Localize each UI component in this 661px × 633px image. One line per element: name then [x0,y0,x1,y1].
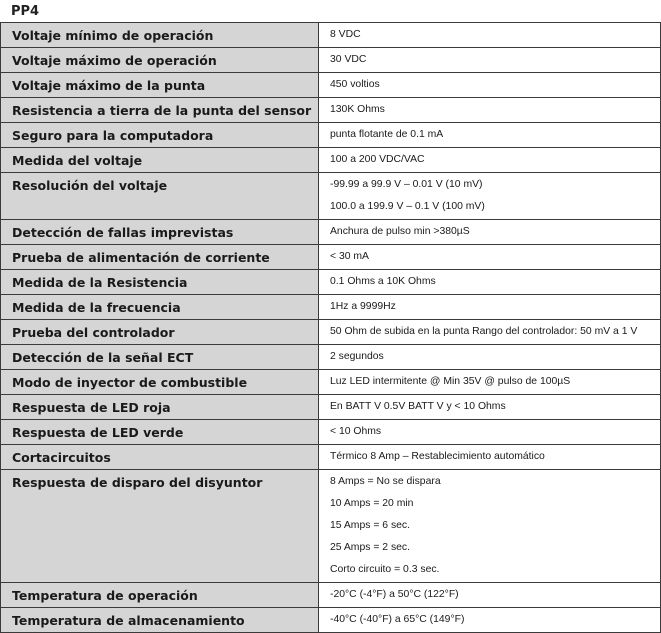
spec-value-line: 450 voltios [330,79,380,90]
spec-value-line: 2 segundos [330,351,384,362]
table-row [1,220,661,245]
spec-value-line: Corto circuito = 0.3 sec. [330,564,440,575]
spec-value-line: -40°C (-40°F) a 65°C (149°F) [330,614,465,625]
spec-value-line: Anchura de pulso min >380µS [330,226,470,237]
table-row [1,445,661,470]
table-row [1,270,661,295]
spec-value-line: 15 Amps = 6 sec. [330,520,410,531]
spec-label: Modo de inyector de combustible [1,370,319,395]
spec-value-line: 8 Amps = No se dispara [330,476,441,487]
spec-value [319,470,661,583]
table-row [1,320,661,345]
spec-value-line: 50 Ohm de subida en la punta Rango del controlador: 50 mV a 1 V [330,326,638,337]
spec-value [319,345,661,370]
spec-value [319,420,661,445]
spec-label: Temperatura de almacenamiento [1,608,319,633]
table-row [1,245,661,270]
spec-label: Prueba de alimentación de corriente [1,245,319,270]
table-row [1,173,661,220]
spec-value [319,220,661,245]
table-row [1,73,661,98]
spec-label: Respuesta de disparo del disyuntor [1,470,319,583]
spec-label: Temperatura de operación [1,583,319,608]
spec-value [319,98,661,123]
spec-value-line: 10 Amps = 20 min [330,498,414,509]
page-title: PP4 [11,4,40,19]
table-row [1,23,661,48]
spec-value-line: < 10 Ohms [330,426,382,437]
specs-table-body [1,23,661,633]
spec-label: Voltaje máximo de operación [1,48,319,73]
table-row [1,98,661,123]
spec-value-line: 1Hz a 9999Hz [330,301,396,312]
spec-value-line: 8 VDC [330,29,361,40]
spec-value [319,73,661,98]
spec-label: Resistencia a tierra de la punta del sensor [1,98,319,123]
spec-value [319,583,661,608]
table-row [1,395,661,420]
spec-value [319,148,661,173]
spec-value [319,320,661,345]
spec-label: Detección de fallas imprevistas [1,220,319,245]
specs-table [0,22,661,633]
table-row [1,583,661,608]
spec-value-line: < 30 mA [330,251,369,262]
spec-value-line: 100 a 200 VDC/VAC [330,154,425,165]
spec-label: Prueba del controlador [1,320,319,345]
spec-value [319,173,661,220]
spec-value-line: 30 VDC [330,54,367,65]
spec-value-line: 130K Ohms [330,104,385,115]
spec-value [319,245,661,270]
spec-label: Voltaje máximo de la punta [1,73,319,98]
table-row [1,370,661,395]
spec-value [319,445,661,470]
spec-label: Seguro para la computadora [1,123,319,148]
spec-value [319,370,661,395]
spec-value-line: 0.1 Ohms a 10K Ohms [330,276,436,287]
spec-value-line: 100.0 a 199.9 V – 0.1 V (100 mV) [330,201,485,212]
spec-value-line: Térmico 8 Amp – Restablecimiento automático [330,451,545,462]
table-row [1,295,661,320]
spec-label: Medida del voltaje [1,148,319,173]
spec-label: Cortacircuitos [1,445,319,470]
spec-label: Respuesta de LED verde [1,420,319,445]
spec-value [319,395,661,420]
spec-value-line: -99.99 a 99.9 V – 0.01 V (10 mV) [330,179,483,190]
spec-label: Detección de la señal ECT [1,345,319,370]
table-row [1,420,661,445]
table-row [1,123,661,148]
spec-value [319,295,661,320]
spec-label: Voltaje mínimo de operación [1,23,319,48]
table-row [1,470,661,583]
spec-value [319,48,661,73]
spec-value-line: En BATT V 0.5V BATT V y < 10 Ohms [330,401,506,412]
table-row [1,48,661,73]
spec-value-line: 25 Amps = 2 sec. [330,542,410,553]
table-row [1,608,661,633]
spec-label: Medida de la frecuencia [1,295,319,320]
table-row [1,148,661,173]
spec-label: Medida de la Resistencia [1,270,319,295]
spec-label: Resolución del voltaje [1,173,319,220]
spec-value [319,123,661,148]
spec-value-line: -20°C (-4°F) a 50°C (122°F) [330,589,459,600]
table-row [1,345,661,370]
spec-value-line: Luz LED intermitente @ Min 35V @ pulso de 100µS [330,376,571,387]
spec-value [319,608,661,633]
spec-value [319,23,661,48]
spec-label: Respuesta de LED roja [1,395,319,420]
spec-value [319,270,661,295]
spec-value-line: punta flotante de 0.1 mA [330,129,444,140]
